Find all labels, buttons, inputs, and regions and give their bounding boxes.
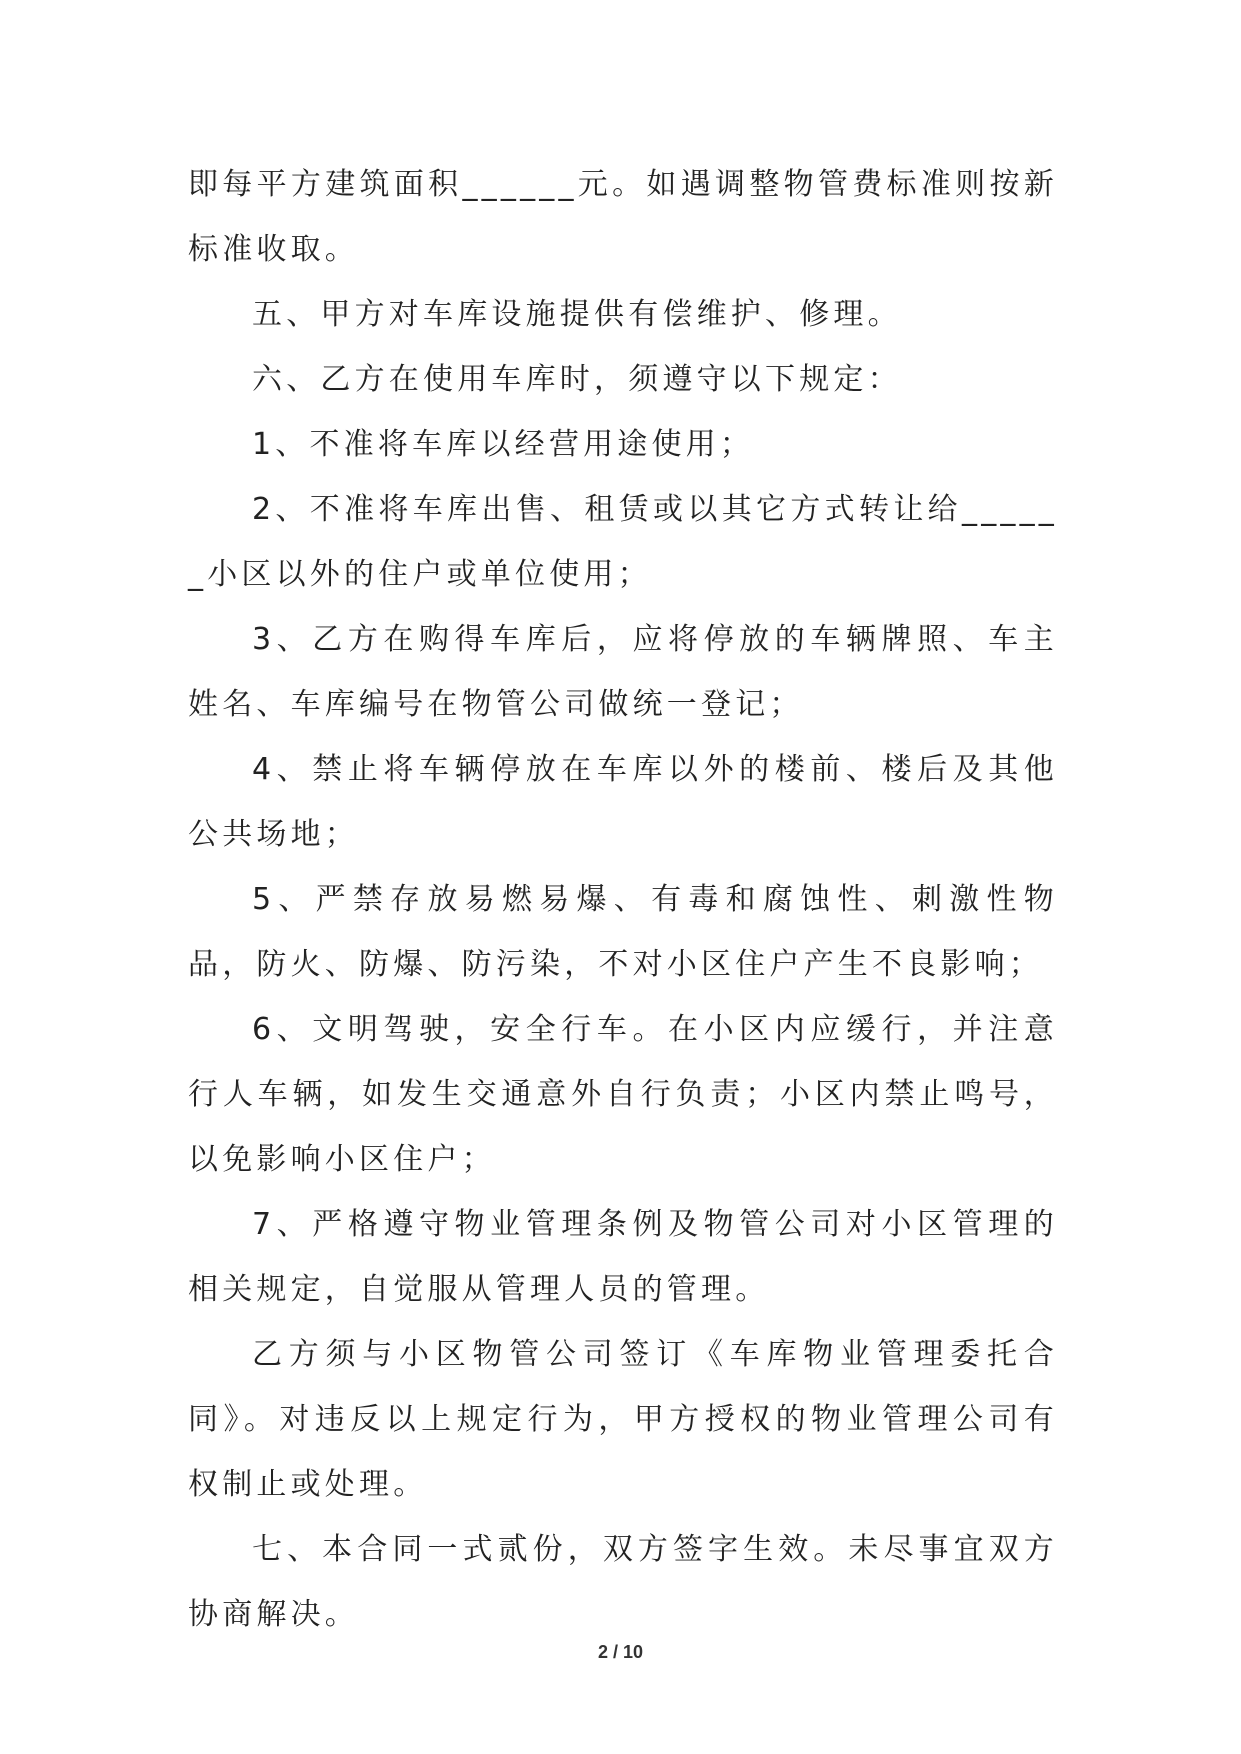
paragraph-rule-5: 5、严禁存放易燃易爆、有毒和腐蚀性、刺激性物品，防火、防爆、防污染，不对小区住户产生不良影响； — [188, 882, 1058, 982]
paragraph-management-contract: 乙方须与小区物管公司签订《车库物业管理委托合同》。对违反以上规定行为，甲方授权的物业管理公司有权制止或处理。 — [188, 1337, 1058, 1502]
paragraph-clause-6: 六、乙方在使用车库时，须遵守以下规定： — [252, 362, 902, 397]
paragraph-rule-2: 2、不准将车库出售、租赁或以其它方式转让给______小区以外的住户或单位使用； — [188, 492, 1058, 592]
paragraph-rule-1: 1、不准将车库以经营用途使用； — [252, 427, 755, 462]
paragraph-rule-7: 7、严格遵守物业管理条例及物管公司对小区管理的相关规定，自觉服从管理人员的管理。 — [188, 1207, 1058, 1307]
paragraph-rule-6: 6、文明驾驶，安全行车。在小区内应缓行，并注意行人车辆，如发生交通意外自行负责；小区内禁止鸣号，以免影响小区住户； — [188, 1012, 1058, 1177]
page-number: 2 / 10 — [597, 1642, 644, 1662]
paragraph-fee-continuation: 即每平方建筑面积______元。如遇调整物管费标准则按新标准收取。 — [188, 167, 1058, 267]
paragraph-rule-3: 3、乙方在购得车库后，应将停放的车辆牌照、车主姓名、车库编号在物管公司做统一登记； — [188, 622, 1058, 722]
paragraph-clause-7: 七、本合同一式贰份，双方签字生效。未尽事宜双方协商解决。 — [188, 1532, 1058, 1632]
document-body — [188, 152, 1058, 1647]
paragraph-rule-4: 4、禁止将车辆停放在车库以外的楼前、楼后及其他公共场地； — [188, 752, 1058, 852]
paragraph-clause-5: 五、甲方对车库设施提供有偿维护、修理。 — [252, 297, 902, 332]
